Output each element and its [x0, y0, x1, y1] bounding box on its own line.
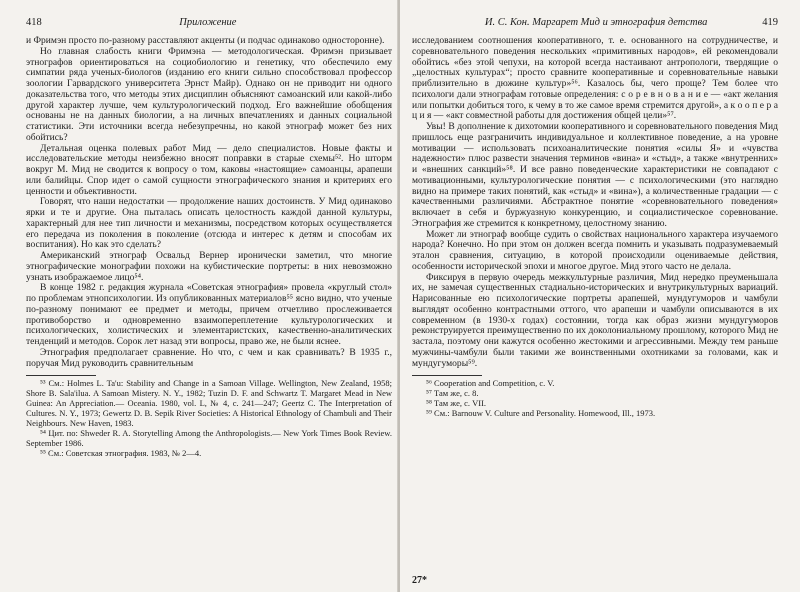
left-footnote-rule — [26, 375, 96, 376]
left-page-number: 418 — [26, 17, 42, 28]
footnote: ⁵⁵ См.: Советская этнография. 1983, № 2—4. — [40, 447, 202, 458]
right-footnotes — [412, 379, 778, 419]
right-paragraph: Фиксируя в первую очередь межкультурные различия, Мид нередко преуменьшала их, не замечая существенных стадиально-исторических и внутрикультурных вариаций. Нарисованные ею психологические портреты арапешей, мундугуморов и чамбули выглядят особенно контрастными оттого, что арапеши и чамбули описываются в их современном (в 1930-х годах) состоянии, тогда как образ жизни мундугуморов реконструируется преимущественно по их доколониальному прошлому, которого Мид не застала, поэтому они кажутся особенно жестокими и агрессивными. Между тем раньше мужчины-чамбули были такими же воинственными охотниками за головами, как и мундугуморы⁵⁹. — [412, 271, 778, 369]
footnote: ⁵⁶ Cooperation and Competition, c. V. — [426, 378, 555, 389]
left-page — [0, 0, 398, 592]
left-paragraph: Но главная слабость книги Фримэна — методологическая. Фримэн призывает этнографов ориентироваться на социобиологию и генетику, что обеспечило ему симпатии ряда ученых-биологов (изданию его книги сильно способствовал профессор зоологии Гарвардского университета Эрнст Майр). Однако он не приводит ни одного доказательства того, что методы этих дисциплин объясняют самоанский или какой-либо другой характер лучше, чем культурологический подход. Его важнейшие обобщения основаны не на данных биологии, а на личных впечатлениях и данных социальной статистики. Эти источники всегда небезупречны, но какой этнограф может без них обойтись? — [26, 45, 392, 143]
left-paragraph: и Фримэн просто по-разному расставляют акценты (и подчас одинаково односторонне). — [26, 35, 385, 46]
footnote: ⁵³ См.: Holmes L. Ta'u: Stability and Change in a Samoan Village. Wellington, New Zealand, 1958; Shore B. Sala'ilua. A Samoan Mistery. N. Y., 1982; Tuzin D. F. and Schwartz T. Margaret Mead in New Guinea: An Appreciation.— Oceania. 1980, vol. L, № 4, c. 241—247; Geertz C. The Interpretation of Cultures. N. Y., 1973; Gewertz D. B. Sepik River Societies: A Historical Ethnology of Chambuli and Their Neighbours. New Haven, 1983. — [26, 378, 392, 428]
left-paragraph: Детальная оценка полевых работ Мид — дело специалистов. Новые факты и исследовательские методы неизбежно вносят поправки в старые схемы⁵². Но шторм вокруг М. Мид не сводится к вопросу о том, каковы «настоящие» самоанцы, арапеши или балийцы. Спор идет о самой сущности этнографического знания и критериях его ценности и объективности. — [26, 142, 392, 197]
footnote: ⁵⁷ Там же, с. 8. — [426, 388, 479, 399]
footnote: ⁵⁸ Там же, с. VII. — [426, 398, 487, 409]
right-paragraph: Увы! В дополнение к дихотомии кооперативного и соревновательного поведения Мид пришлось еще разграничить индивидуальное и коллективное поведение, а на уровне мотивации — использовать психоаналитические понятия «силы Я» и «чувства надежности» плюс развести значения терминов «вина» и «стыд», а также «внутренних» и «внешних санкций»⁵⁸. И все равно поведенческие характеристики не совпадают с мотивационными, культурологические понятия — с психологическими (это наглядно видно на примере таких понятий, как «стыд» и «вина»), а количественные градации — с качественными различиями. Абстрактное понятие «соревновательного поведения» включает в себя и буржуазную конкуренцию, и социалистическое соревнование. Этнография же стремится к конкретному, целостному знанию. — [412, 121, 778, 229]
left-running-head: Приложение — [179, 17, 237, 28]
right-paragraph: исследованием соотношения кооперативного, т. е. основанного на сотрудничестве, и соревновательного поведения нескольких «примитивных народов», ей рекомендовали обойтись «без этой чепухи, на которой всегда настаивают антропологи, твердящие о „целостных культурах“; просто сравните кооперативные и соревновательные навыки приблизительно в дюжине культур»⁵⁶. Казалось бы, чего проще? Тем более что психологи дали этнографам готовые определения: с о р е в н о в а н и е — «акт желания или попытки добиться того, к чему в то же самое время стремится другой», а к о о п е р а ц и я — «акт совместной работы для достижения общей цели»⁵⁷. — [412, 35, 778, 122]
footnote: ⁵⁹ См.: Barnouw V. Culture and Personality. Homewood, Ill., 1973. — [426, 407, 656, 418]
right-page-number: 419 — [762, 17, 778, 28]
right-page — [400, 0, 800, 592]
left-paragraph: Этнография предполагает сравнение. Но что, с чем и как сравнивать? В 1935 г., поручая Мид руководить сравнительным — [26, 346, 392, 369]
right-page-body — [412, 36, 778, 369]
left-paragraph: В конце 1982 г. редакция журнала «Советская этнография» провела «круглый стол» по проблемам этнопсихологии. Из опубликованных материалов⁵⁵ ясно видно, что ученые по-разному понимают ее предмет и методы, причем отчетливо прослеживается противоборство и одновременно взаимопереплетение культурологических и психологических, холистических и элементаристских, качественно-аналитических тенденций и методов. Сорок лет назад эти вопросы, право же, не были яснее. — [26, 282, 392, 347]
left-page-body — [26, 36, 392, 369]
right-running-head: И. С. Кон. Маргарет Мид и этнография детства — [484, 17, 708, 28]
left-paragraph: Американский этнограф Освальд Вернер иронически заметил, что многие этнографические монографии похожи на кубистические портреты: в них невозможно узнать изображаемое лицо⁵⁴. — [26, 250, 392, 283]
left-paragraph: Говорят, что наши недостатки — продолжение наших достоинств. У Мид одинаково ярки и те и другие. Она пыталась описать целостность каждой данной культуры, характерный для нее тип личности и механизмы, посредством которых осуществляется его передача из поколения в поколение (отсюда и интерес к детям и способам их воспитания). Но как это сделать? — [26, 196, 392, 251]
footnote: ⁵⁴ Цит. по: Shweder R. A. Storytelling Among the Anthropologists.— New York Times Book Review. September 1986. — [26, 427, 392, 448]
right-paragraph: Может ли этнограф вообще судить о свойствах национального характера изучаемого народа? Конечно. Но при этом он должен всегда помнить и указывать подразумеваемый эталон сравнения, ситуацию, в которой происходили оцениваемые действия, особенности исторической эпохи и многое другое. Мид этого часто не делала. — [412, 228, 778, 272]
left-footnotes — [26, 379, 392, 458]
right-page-header — [412, 16, 778, 30]
left-page-header — [26, 16, 392, 30]
right-footnote-rule — [412, 375, 482, 376]
printer-signature: 27* — [412, 575, 427, 586]
